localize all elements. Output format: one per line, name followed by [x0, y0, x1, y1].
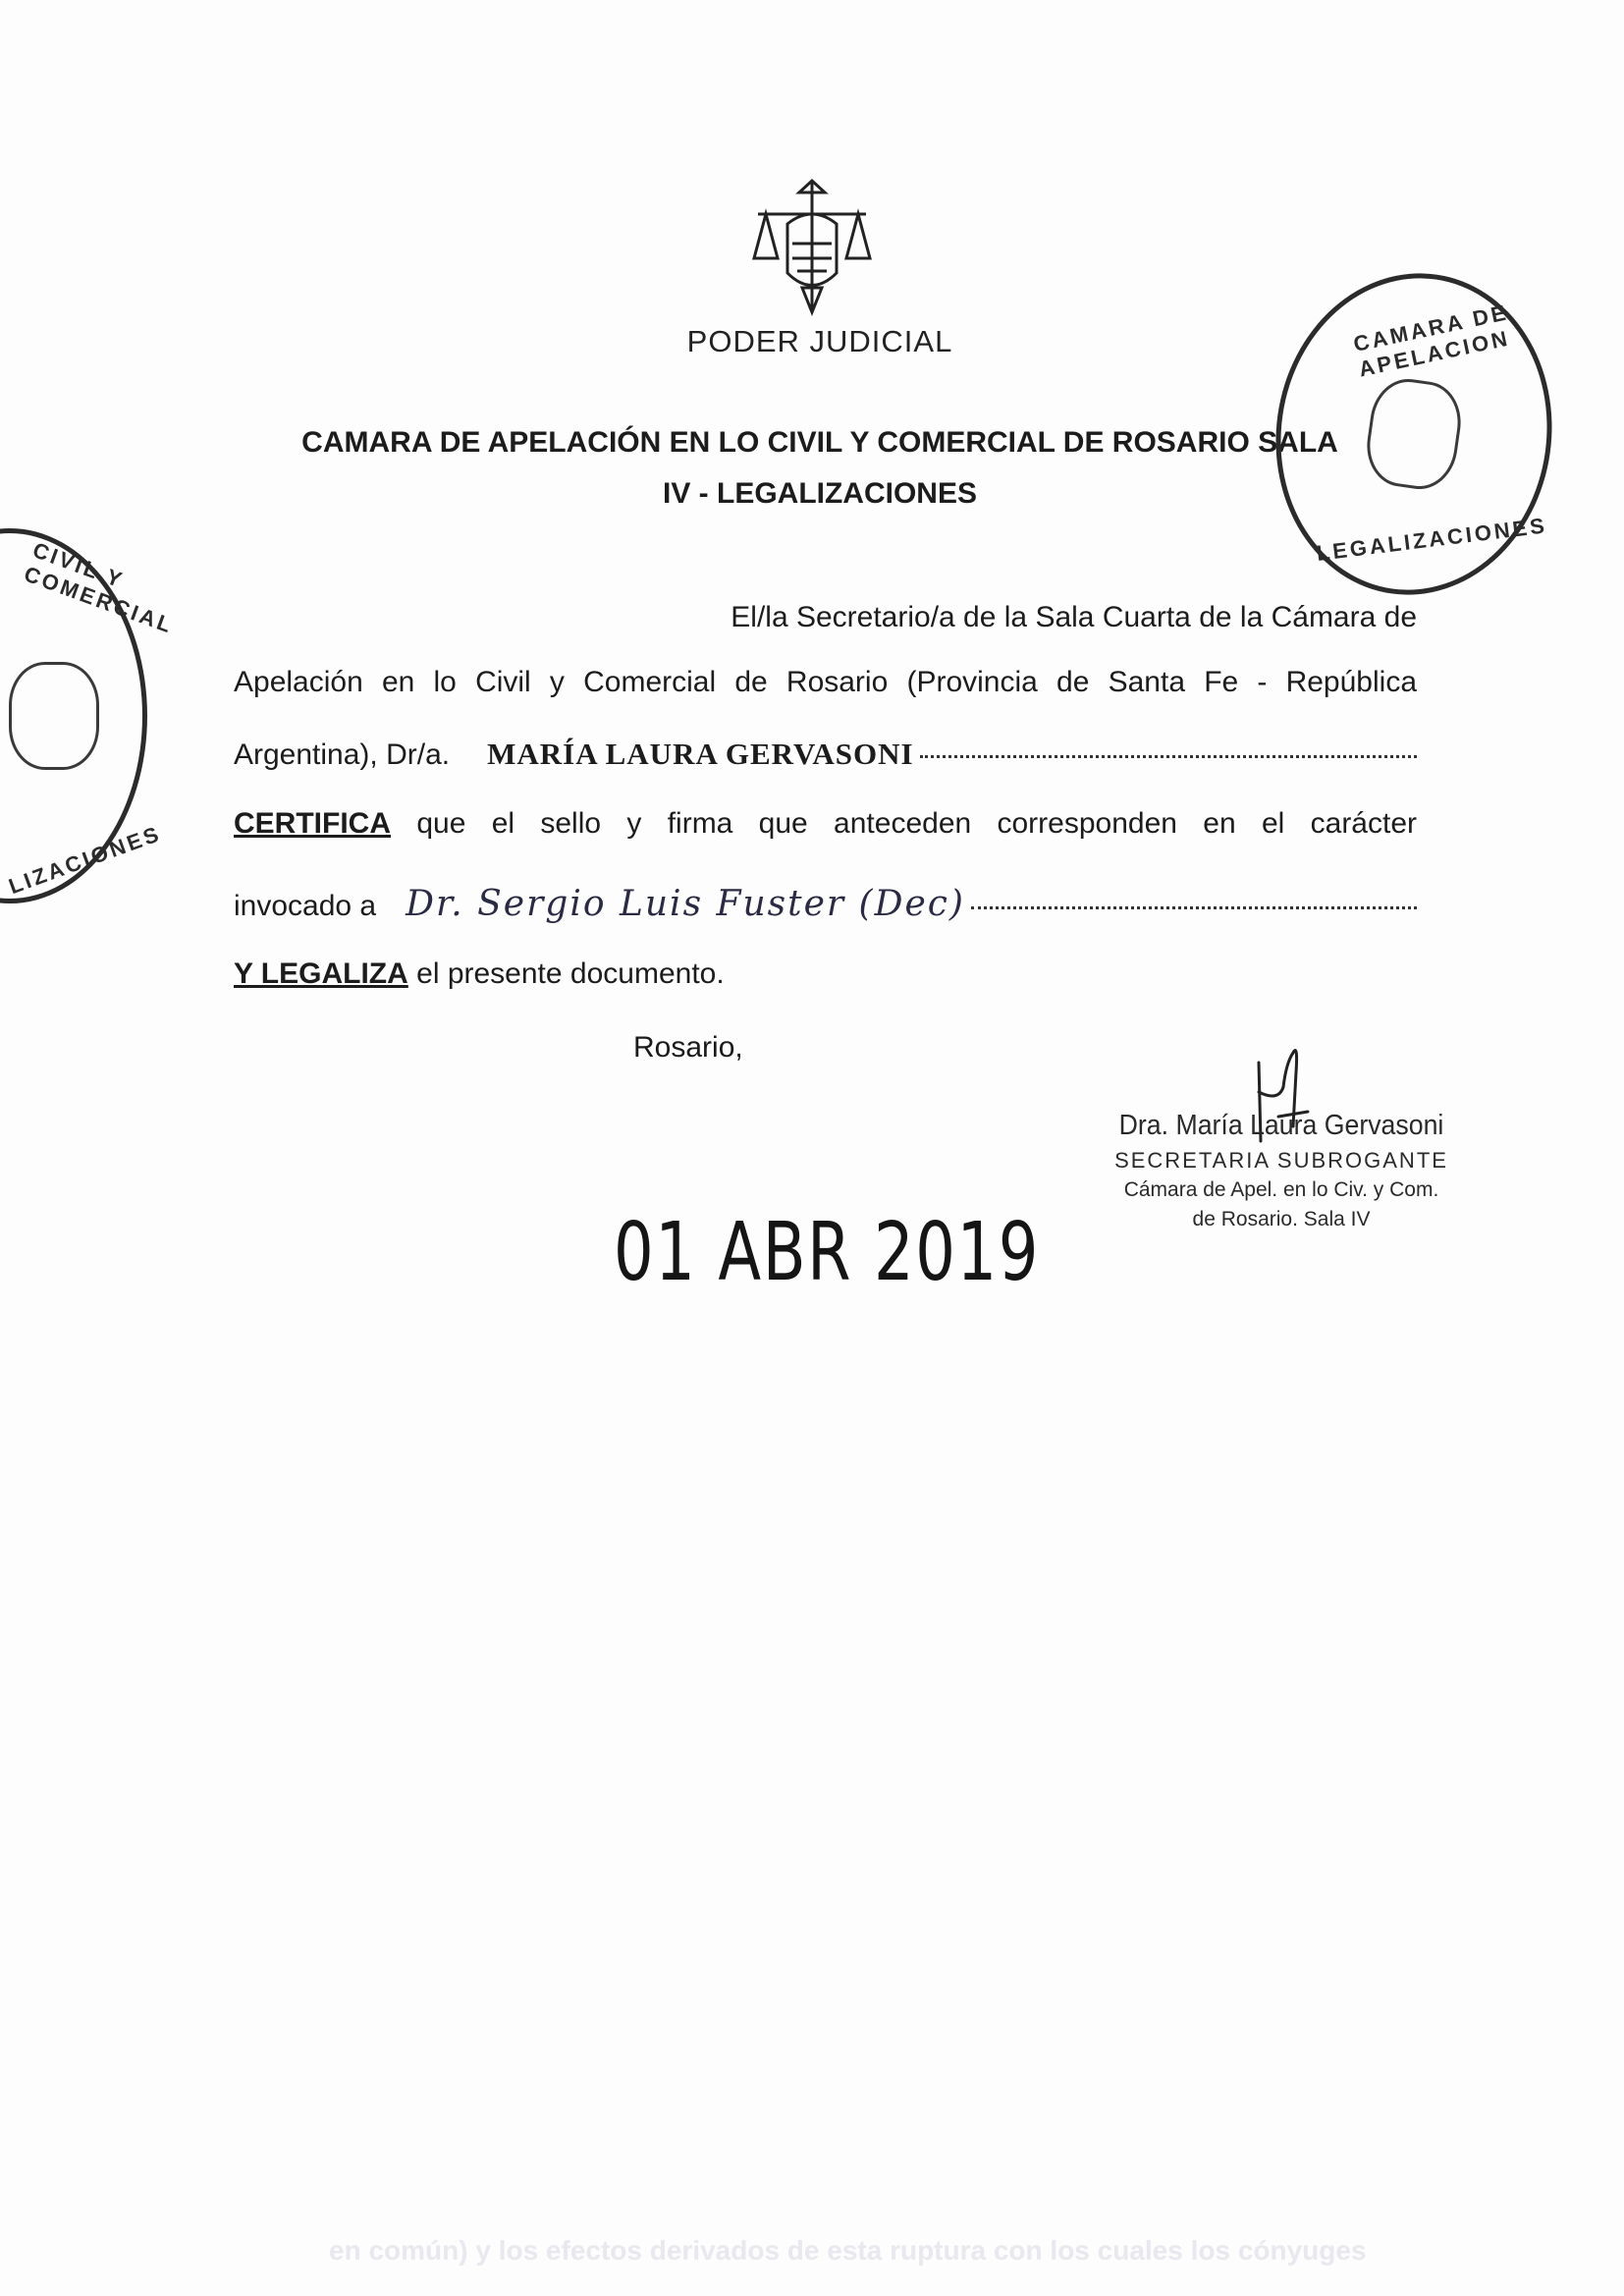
seal-right-bottom-text: LEGALIZACIONES	[1315, 513, 1549, 566]
body-line3	[234, 737, 1417, 772]
court-title-line1: CAMARA DE APELACIÓN EN LO CIVIL Y COMERCIAL DE ROSARIO SALA	[301, 426, 1338, 459]
body-line5	[234, 884, 1417, 924]
seal-left-bottom-text: LIZACIONES	[5, 820, 165, 900]
legaliza-keyword: Y LEGALIZA	[234, 957, 408, 990]
certifica-keyword: CERTIFICA	[234, 807, 391, 840]
place-label: Rosario,	[633, 1031, 743, 1064]
official-seal-left	[0, 528, 178, 903]
body-line6	[234, 957, 1417, 991]
official-seal-right	[1256, 255, 1573, 613]
court-title-line2: IV - LEGALIZACIONES	[662, 477, 977, 510]
court-title	[177, 417, 1463, 519]
body-line1: El/la Secretario/a de la Sala Cuarta de la Cámara de	[731, 601, 1417, 633]
seal-right-top-text: CAMARA DE APELACION	[1351, 300, 1512, 382]
certifica-text: que el sello y firma que anteceden corresponden en el carácter	[416, 807, 1418, 840]
handwritten-name: Dr. Sergio Luis Fuster (Dec)	[406, 884, 965, 924]
dra-prefix: Argentina), Dr/a.	[234, 738, 451, 771]
dotted-fill-line-2	[971, 906, 1417, 909]
typed-secretary-name: MARÍA LAURA GERVASONI	[487, 737, 914, 771]
signatory-name: Dra. María Laura Gervasoni	[1118, 1110, 1444, 1141]
body-line4	[234, 807, 1417, 841]
judicial-emblem-icon	[748, 175, 876, 322]
legaliza-text: el presente documento.	[416, 957, 725, 990]
seal-emblem-icon	[1362, 374, 1466, 494]
signature-stamp	[1075, 1110, 1488, 1232]
invocado-prefix: invocado a	[234, 890, 377, 922]
dotted-fill-line	[920, 755, 1417, 758]
signatory-org-line1: Cámara de Apel. en lo Civ. y Com.	[1123, 1178, 1439, 1201]
body-line2: Apelación en lo Civil y Comercial de Rosario (Provincia de Santa Fe - República	[234, 666, 1417, 698]
bleed-through-text: en común) y los efectos derivados de esta ruptura con los cuales los cónyuges	[329, 2235, 1367, 2266]
signatory-org-line2: de Rosario. Sala IV	[1192, 1208, 1371, 1230]
institution-label: PODER JUDICIAL	[686, 324, 953, 358]
seal-left-emblem-icon	[9, 662, 99, 770]
signatory-role: SECRETARIA SUBROGANTE	[1114, 1148, 1448, 1173]
date-stamp: 01 ABR 2019	[614, 1206, 1041, 1299]
seal-left-top-text: CIVIL Y COMERCIAL	[21, 537, 178, 638]
